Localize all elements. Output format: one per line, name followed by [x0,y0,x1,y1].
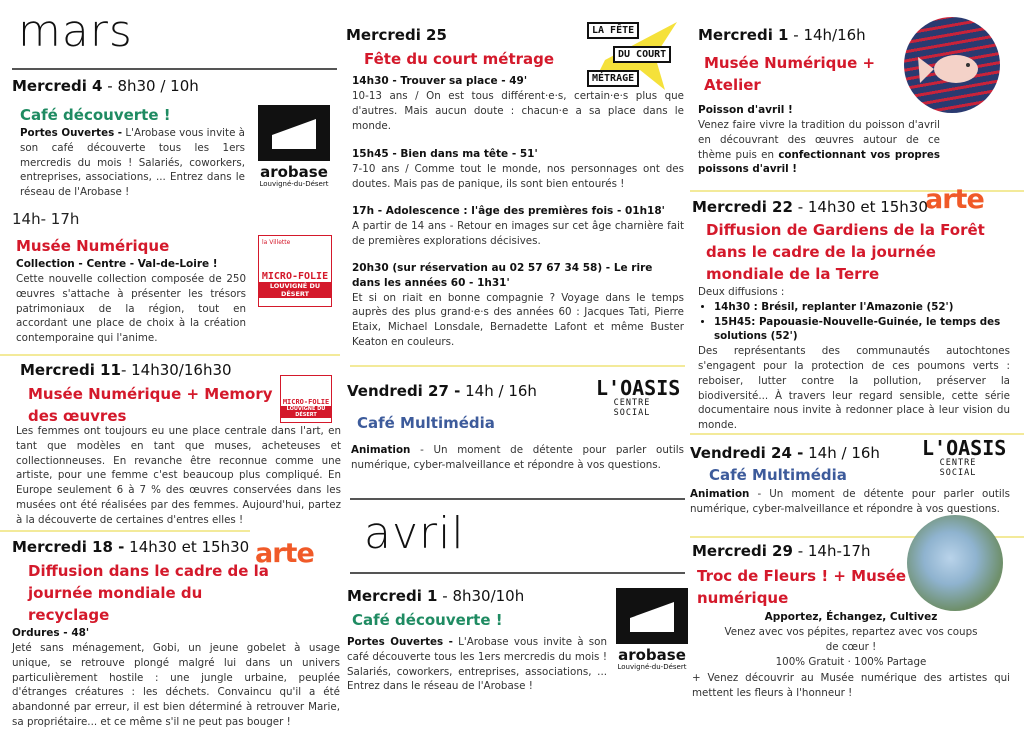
event-time: 14h- 17h [12,210,80,228]
event-title: Café Multimédia [709,466,847,484]
month-avril: avril [364,508,465,559]
film-item: 15h45 - Bien dans ma tête - 51' 7-10 ans / Comme tout le monde, nos personnages ont des doutes. Mais pas de panique, ils sont bien entourés ! [352,148,684,191]
event-date: Vendredi 27 - 14h / 16h [347,382,537,400]
divider [350,365,685,367]
event-title: Diffusion de Gardiens de la Forêt dans le cadre de la journée mondiale de la Terre [706,221,985,283]
event-date: Mercredi 22 - 14h30 et 15h30 [692,198,928,216]
film-list [352,74,684,350]
fish-image [904,17,1000,113]
event-date: Mercredi 1 - 14h/16h [698,26,866,44]
arobase-logo: arobase Louvigné-du-Désert [616,588,688,671]
oasis-logo: L'OASIS CENTRE SOCIAL [922,436,1007,478]
event-title: Café découverte ! [20,106,171,124]
film-item: 17h - Adolescence : l'âge des premières fois - 01h18' A partir de 14 ans - Retour en images sur cet âge charnière fait de premières explorations décisives. [352,204,684,247]
event-date: Vendredi 24 - 14h / 16h [690,444,880,462]
event-title: Fête du court métrage [364,50,555,68]
event-troc-fleurs: Apportez, Échangez, Cultivez Venez avec vos pépites, repartez avec vos coups de cœur ! 100% Gratuit · 100% Partage + Venez découvrir au Musée numérique des artistes qui mettent les fleurs à l'honneur ! [692,611,1010,700]
divider [350,572,685,574]
event-cafe-decouverte: Café découverte ! Portes Ouvertes - L'Arobase vous invite à son café découverte tous les 1ers mercredis du mois ! Salariés, coworkers, entreprises, associations, ... Entrez dans le réseau de l'Arobase ! [347,611,607,693]
event-title: Café Multimédia [357,414,495,432]
film-item: 20h30 (sur réservation au 02 57 67 34 58) - Le rire dans les années 60 - 1h31' Et si on riait en bonne compagnie ? Voyage dans le temps auprès des plus grand·e·s des années 60 : Jacques Tati, Pierre Etaix, Michael Lonsdale, Bernadette Lafont et même Buster Keaton en couleurs. [352,261,684,348]
arte-logo: arte [255,538,314,569]
event-musee-numerique: Musée Numérique Collection - Centre - Val-de-Loire ! Cette nouvelle collection composée de 250 œuvres s'attache à présenter les trésors patrimoniaux de la région, tout en accordant une place de choix à la création contemporaine qui l'anime. [16,237,246,345]
event-gardiens-foret: Deux diffusions : • 14h30 : Brésil, replanter l'Amazonie (52') • 15H45: Papouasie-Nouvelle-Guinée, le temps des solutions (52') Des représentants des communautés autochtones s'engagent pour la protection de ces poumons verts : reboiser, lutter contre la pollution, préserver la biodiversité... À travers leur regard sensible, cette série documentaire nous invite à redonner place à leur vision du monde. [698,285,1010,433]
event-poisson-avril: Poisson d'avril ! Venez faire vivre la tradition du poisson d'avril en découvrant des œuvres autour de ce thème puis en confectionnant vos propres poissons d'avril ! [698,104,940,176]
event-diffusion-recyclage: Diffusion dans le cadre de la journée mondiale du recyclage Ordures - 48' Jeté sans ménagement, Gobi, un jeune gobelet à usage unique, se retrouve plongé malgré lui dans un univers particulièrement hostile : une jungle urbaine, peuplée d'étranges créatures : les déchets. Convaincu qu'il a été abandonné par erreur, il est bien déterminé à retrouver Marie, sa propriétaire... et ce même s'il ne peut pas bouger ! [12,562,340,728]
event-title: Troc de Fleurs ! + Musée numérique [697,567,907,607]
divider [690,433,1024,435]
micro-folie-logo: la Villette MICRO-FOLIE LOUVIGNÉ DU DÉSERT [258,235,332,307]
event-title: Musée Numérique + Memory des œuvres [28,385,273,425]
divider [0,530,250,532]
event-description: Animation - Un moment de détente pour parler outils numérique, cyber-malveillance et répondre à vos questions. [351,444,684,471]
divider [0,354,340,356]
event-date: Mercredi 11- 14h30/16h30 [20,361,232,379]
event-date: Mercredi 18 - 14h30 et 15h30 [12,538,250,556]
event-date: Mercredi 25 [346,26,447,44]
arobase-logo: arobase Louvigné-du-Désert [258,105,330,188]
event-description: Animation - Un moment de détente pour parler outils numérique, cyber-malveillance et répondre à vos questions. [690,488,1010,515]
flowers-image [907,515,1003,611]
arte-logo: arte [925,184,984,215]
micro-folie-logo: MICRO-FOLIE LOUVIGNÉ DU DÉSERT [280,375,332,423]
event-title: Musée Numérique + Atelier [704,54,876,94]
event-cafe-decouverte: Café découverte ! Portes Ouvertes - L'Arobase vous invite à son café découverte tous les 1ers mercredis du mois ! Salariés, coworkers, entreprises, associations, ... Entrez dans le réseau de l'Arobase ! [20,106,245,199]
event-description: Les femmes ont toujours eu une place centrale dans l'art, en tant que modèles en tant que muses, acheteuses et collectionneuses. En revanche être reconnue comme une artiste, pour une femme c'est beaucoup plus compliqué. En Europe seulement 6 à 7 % des œuvres conservées dans les musées ont été réalisées par des femmes. Aujourd'hui, partez à la découverte de certaines d'entres elles ! [16,425,341,526]
fete-court-metrage-logo: LA FÊTE DU COURT MÉTRAGE [585,20,681,92]
divider [350,498,685,500]
event-date: Mercredi 1 - 8h30/10h [347,587,525,605]
event-date: Mercredi 29 - 14h-17h [692,542,871,560]
event-date: Mercredi 4 - 8h30 / 10h [12,77,199,95]
film-item: 14h30 - Trouver sa place - 49' 10-13 ans / On est tous différent·e·s, certain·e·s plus que d'autres. Mais aucun doute : chacun·e a sa place dans le monde. [352,75,684,132]
oasis-logo: L'OASIS CENTRE SOCIAL [596,376,681,418]
divider [12,68,337,70]
month-mars: mars [18,6,133,57]
